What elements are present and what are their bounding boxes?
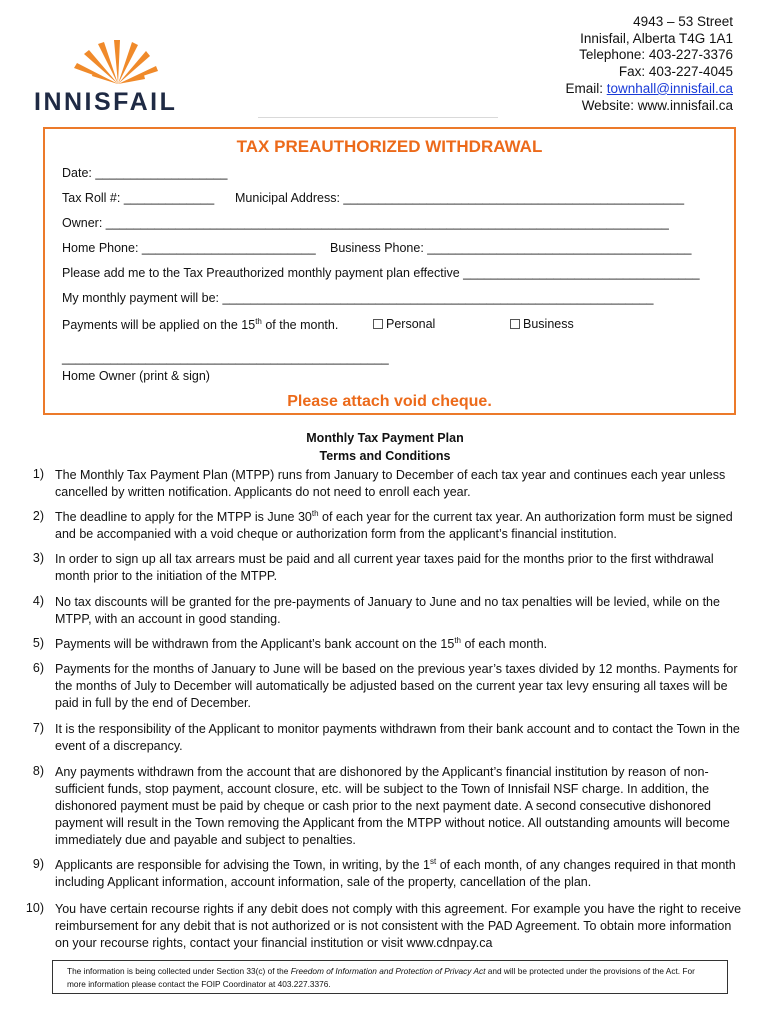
term-text: In order to sign up all tax arrears must be paid and all current year taxes paid for the months prior to the first withdrawal month prior to the initiation of the MTPP. [55, 552, 714, 583]
term-number: 9) [32, 857, 44, 871]
logo-wordmark: INNISFAIL [34, 88, 178, 116]
term-text: It is the responsibility of the Applicant to monitor payments withdrawn from their bank account and to contact the Town in the event of a discrepancy. [55, 722, 740, 753]
payment-date-text: Payments will be applied on the 15th of the month. [62, 317, 339, 333]
telephone: Telephone: 403-227-3376 [579, 47, 733, 63]
term-text: Payments for the months of January to June will be based on the previous year’s taxes divided by 12 months. Payments for the months of July to December will automatically be adjusted based on the current year tax levy ensuring all taxes will be paid in full by the end of December. [55, 662, 738, 710]
checkbox-icon [373, 319, 383, 329]
form-title: TAX PREAUTHORIZED WITHDRAWAL [236, 137, 543, 156]
term-number: 1) [32, 467, 44, 481]
signature-label: Home Owner (print & sign) [62, 369, 210, 383]
contact-block [565, 14, 733, 114]
term-text: The deadline to apply for the MTPP is June 30th of each year for the current tax year. An authorization form must be signed and be accompanied with a void cheque or authorization form from the applicant’s financial institution. [55, 508, 733, 541]
effective-date-field[interactable]: Please add me to the Tax Preauthorized monthly payment plan effective __________________________________ [62, 266, 700, 280]
owner-field[interactable]: Owner: _________________________________________________________________________________ [62, 216, 669, 230]
term-text: Applicants are responsible for advising the Town, in writing, by the 1st of each month, of any changes required in that month including Applicant information, account information, sale of the property, cancellation of the plan. [55, 856, 736, 889]
term-number: 4) [32, 594, 44, 608]
home-phone-field[interactable]: Home Phone: _________________________ [62, 241, 316, 255]
term-text: No tax discounts will be granted for the pre-payments of January to June and no tax penalties will be levied, while on the MTPP, with an account in good standing. [55, 595, 720, 626]
business-phone-field[interactable]: Business Phone: ______________________________________ [330, 241, 692, 255]
checkbox-icon [510, 319, 520, 329]
personal-checkbox[interactable] [373, 317, 435, 331]
website: Website: www.innisfail.ca [581, 97, 733, 113]
fax: Fax: 403-227-4045 [618, 64, 733, 80]
email-row [565, 81, 733, 98]
term-text: You have certain recourse rights if any debit does not comply with this agreement. For example you have the right to receive reimbursement for any debit that is not authorized or is not consistent with the PAD Agreement. To obtain more information on your recourse rights, contact your financial institution or visit www.cdnpay.ca [55, 902, 742, 950]
tax-roll-field[interactable]: Tax Roll #: _____________ [62, 191, 215, 205]
term-text: Payments will be withdrawn from the Applicant’s bank account on the 15th of each month. [55, 635, 548, 651]
email-label: Email: [565, 80, 603, 96]
date-field[interactable]: Date: ___________________ [62, 166, 228, 180]
attach-cheque-notice: Please attach void cheque. [287, 393, 492, 410]
term-number: 5) [32, 636, 44, 650]
sunburst-logo-icon [68, 36, 168, 86]
signature-line[interactable]: _______________________________________________ [62, 351, 389, 365]
address-line: 4943 – 53 Street [633, 14, 733, 29]
term-number: 7) [32, 721, 44, 735]
terms-heading: Monthly Tax Payment Plan [306, 431, 464, 445]
term-number: 10) [25, 901, 44, 915]
business-checkbox[interactable] [510, 317, 574, 331]
city-line: Innisfail, Alberta T4G 1A1 [580, 30, 733, 46]
header-divider [258, 117, 498, 118]
personal-label: Personal [386, 317, 436, 331]
innisfail-logo [34, 36, 204, 114]
term-number: 2) [32, 509, 44, 523]
withdrawal-form [43, 127, 736, 415]
municipal-address-field[interactable]: Municipal Address: _________________________________________________ [235, 191, 685, 205]
term-number: 6) [32, 661, 44, 675]
term-text: Any payments withdrawn from the account that are dishonored by the Applicant’s financial institution by reason of non-sufficient funds, stop payment, account closure, etc. will be subject to the Town of Innisfail NSF charge. In addition, the dishonored payment must be paid by cheque or cash prior to the next payment date. A second consecutive dishonored payment will result in the Town removing the Applicant from the MTPP without notice. All outstanding amounts will become immediately due and payable and subject to penalties. [55, 765, 730, 847]
business-label: Business [523, 317, 574, 331]
term-text: The Monthly Tax Payment Plan (MTPP) runs from January to December of each tax year and continues each year unless cancelled by written notification. Applicants do not need to enroll each year. [55, 468, 726, 499]
terms-subheading: Terms and Conditions [319, 449, 451, 463]
email-link[interactable]: townhall@innisfail.ca [606, 80, 733, 96]
monthly-payment-field[interactable]: My monthly payment will be: ______________________________________________________________ [62, 291, 654, 305]
term-number: 3) [32, 551, 44, 565]
term-number: 8) [32, 764, 44, 778]
foip-notice: The information is being collected under Section 33(c) of the Freedom of Information and Protection of Privacy Act and will be protected under the provisions of the Act. For more information please contact the FOIP Coordinator at 403.227.3376. [52, 960, 728, 994]
